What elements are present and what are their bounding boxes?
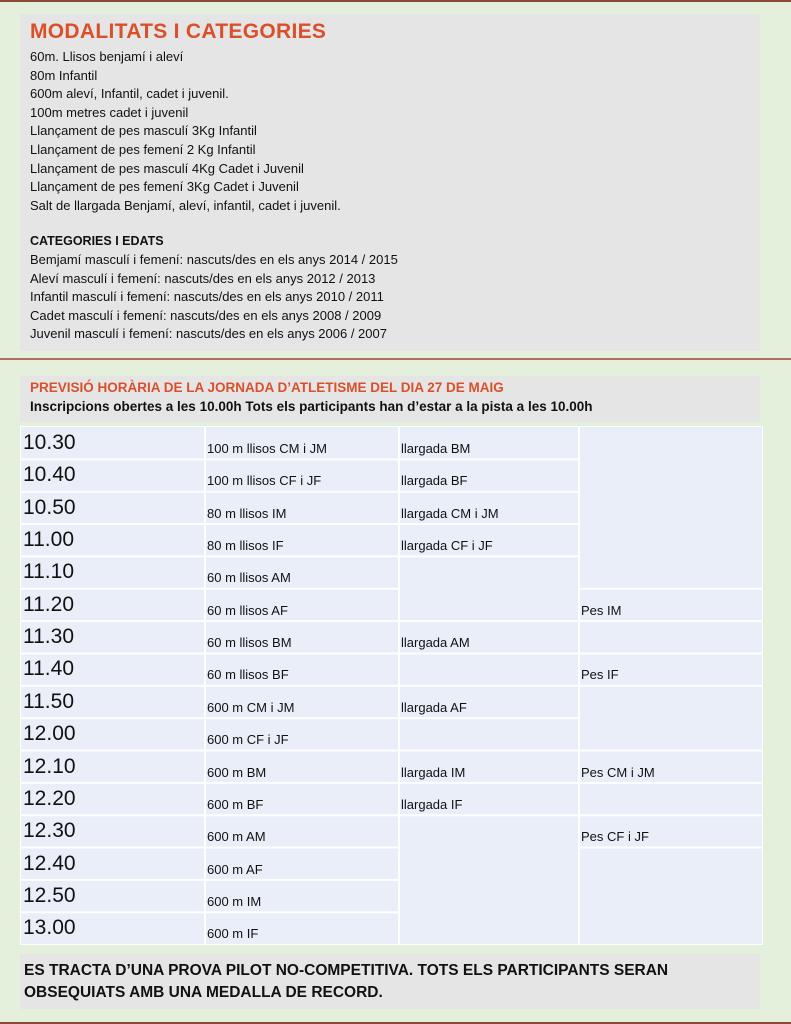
schedule-time: 10.40 xyxy=(23,463,76,487)
page-top-border xyxy=(0,0,791,2)
schedule-time: 11.00 xyxy=(23,528,74,552)
previsio-section xyxy=(20,376,760,422)
modalitat-item: Llançament de pes femení 3Kg Cadet i Juvenil xyxy=(30,179,299,195)
schedule-time: 10.30 xyxy=(23,431,76,454)
schedule-cursa: 600 m CF i JF xyxy=(207,732,289,748)
modalitat-item: Llançament de pes femení 2 Kg Infantil xyxy=(30,141,256,157)
schedule-cursa: 60 m llisos AM xyxy=(207,570,291,586)
schedule-cursa: 600 m CM i JM xyxy=(207,699,295,715)
categoria-item: Infantil masculí i femení: nascuts/des en els anys 2010 / 2011 xyxy=(30,289,384,305)
schedule-llargada: llargada IM xyxy=(401,764,466,780)
schedule-cursa: 60 m llisos AF xyxy=(207,602,288,618)
schedule-llargada: llargada BF xyxy=(401,473,468,489)
schedule-time: 12.30 xyxy=(23,819,76,843)
schedule-time: 12.50 xyxy=(23,883,76,907)
modalitat-item: 600m aleví, Infantil, cadet i juvenil. xyxy=(30,86,229,102)
schedule-cursa: 60 m llisos BM xyxy=(207,635,292,651)
categories-title: CATEGORIES I EDATS xyxy=(30,234,164,248)
schedule-llargada: llargada AF xyxy=(401,699,467,715)
schedule-cursa: 600 m BM xyxy=(207,764,267,780)
schedule-time: 13.00 xyxy=(23,916,76,940)
schedule-llargada: llargada CM i JM xyxy=(401,505,499,521)
schedule-time: 11.20 xyxy=(23,592,74,616)
schedule-cursa: 100 m llisos CM i JM xyxy=(207,441,327,456)
schedule-time: 12.10 xyxy=(23,754,76,778)
modalitat-item: Llançament de pes masculí 3Kg Infantil xyxy=(30,123,257,139)
categoria-item: Cadet masculí i femení: nascuts/des en els anys 2008 / 2009 xyxy=(30,307,382,323)
note-text: ES TRACTA D’UNA PROVA PILOT NO-COMPETITIVA. TOTS ELS PARTICIPANTS SERAN OBSEQUIATS AMB UNA MEDALLA DE RECORD. xyxy=(24,962,669,1001)
schedule-time: 12.00 xyxy=(23,722,76,746)
modalitats-list xyxy=(30,48,341,215)
categoria-item: Bemjamí masculí i femení: nascuts/des en els anys 2014 / 2015 xyxy=(30,252,398,267)
schedule-time: 11.10 xyxy=(23,560,74,584)
categoria-item: Aleví masculí i femení: nascuts/des en els anys 2012 / 2013 xyxy=(30,270,376,286)
schedule-time: 10.50 xyxy=(23,495,76,519)
categoria-item: Juvenil masculí i femení: nascuts/des en els anys 2006 / 2007 xyxy=(30,326,387,342)
schedule-time: 12.20 xyxy=(23,786,76,810)
schedule-cursa: 600 m IF xyxy=(207,926,259,942)
schedule-pes: Pes IF xyxy=(581,667,619,683)
schedule-cursa: 80 m llisos IF xyxy=(207,538,284,554)
schedule-llargada: llargada BM xyxy=(401,441,471,456)
schedule-cursa: 80 m llisos IM xyxy=(207,505,287,521)
modalitat-item: 60m. Llisos benjamí i aleví xyxy=(30,49,184,64)
note-section xyxy=(20,954,760,1009)
schedule-time: 12.40 xyxy=(23,851,76,875)
modalitats-section xyxy=(20,14,760,351)
schedule-llargada: llargada AM xyxy=(401,635,470,651)
modalitat-item: 100m metres cadet i juvenil xyxy=(30,104,189,120)
schedule-pes: Pes CF i JF xyxy=(581,829,649,845)
section-divider xyxy=(0,358,791,360)
schedule-cursa: 600 m AM xyxy=(207,829,266,845)
schedule-cursa: 600 m AF xyxy=(207,861,263,877)
modalitat-item: Salt de llargada Benjamí, aleví, infantil, cadet i juvenil. xyxy=(30,197,341,213)
schedule-cursa: 600 m IM xyxy=(207,893,262,909)
modalitat-item: Llançament de pes masculí 4Kg Cadet i Juvenil xyxy=(30,160,304,176)
modalitat-item: 80m Infantil xyxy=(30,67,98,83)
categories-list xyxy=(30,251,398,344)
schedule-time: 11.30 xyxy=(23,625,74,649)
schedule-cursa: 60 m llisos BF xyxy=(207,667,289,683)
previsio-title: PREVISIÓ HORÀRIA DE LA JORNADA D’ATLETISME DEL DIA 27 DE MAIG xyxy=(30,380,504,395)
schedule-llargada: llargada IF xyxy=(401,796,463,812)
schedule-time: 11.40 xyxy=(23,657,74,681)
schedule-table xyxy=(20,426,763,945)
schedule-time: 11.50 xyxy=(23,689,74,713)
schedule-cursa: 600 m BF xyxy=(207,796,264,812)
schedule-grid-lines xyxy=(21,427,762,944)
previsio-subtitle: Inscripcions obertes a les 10.00h Tots els participants han d’estar a la pista a les 10.00h xyxy=(30,399,593,414)
schedule-pes: Pes IM xyxy=(581,602,622,618)
modalitats-title: MODALITATS I CATEGORIES xyxy=(30,20,327,43)
schedule-pes: Pes CM i JM xyxy=(581,764,655,780)
schedule-llargada: llargada CF i JF xyxy=(401,538,493,554)
schedule-cursa: 100 m llisos CF i JF xyxy=(207,473,322,489)
